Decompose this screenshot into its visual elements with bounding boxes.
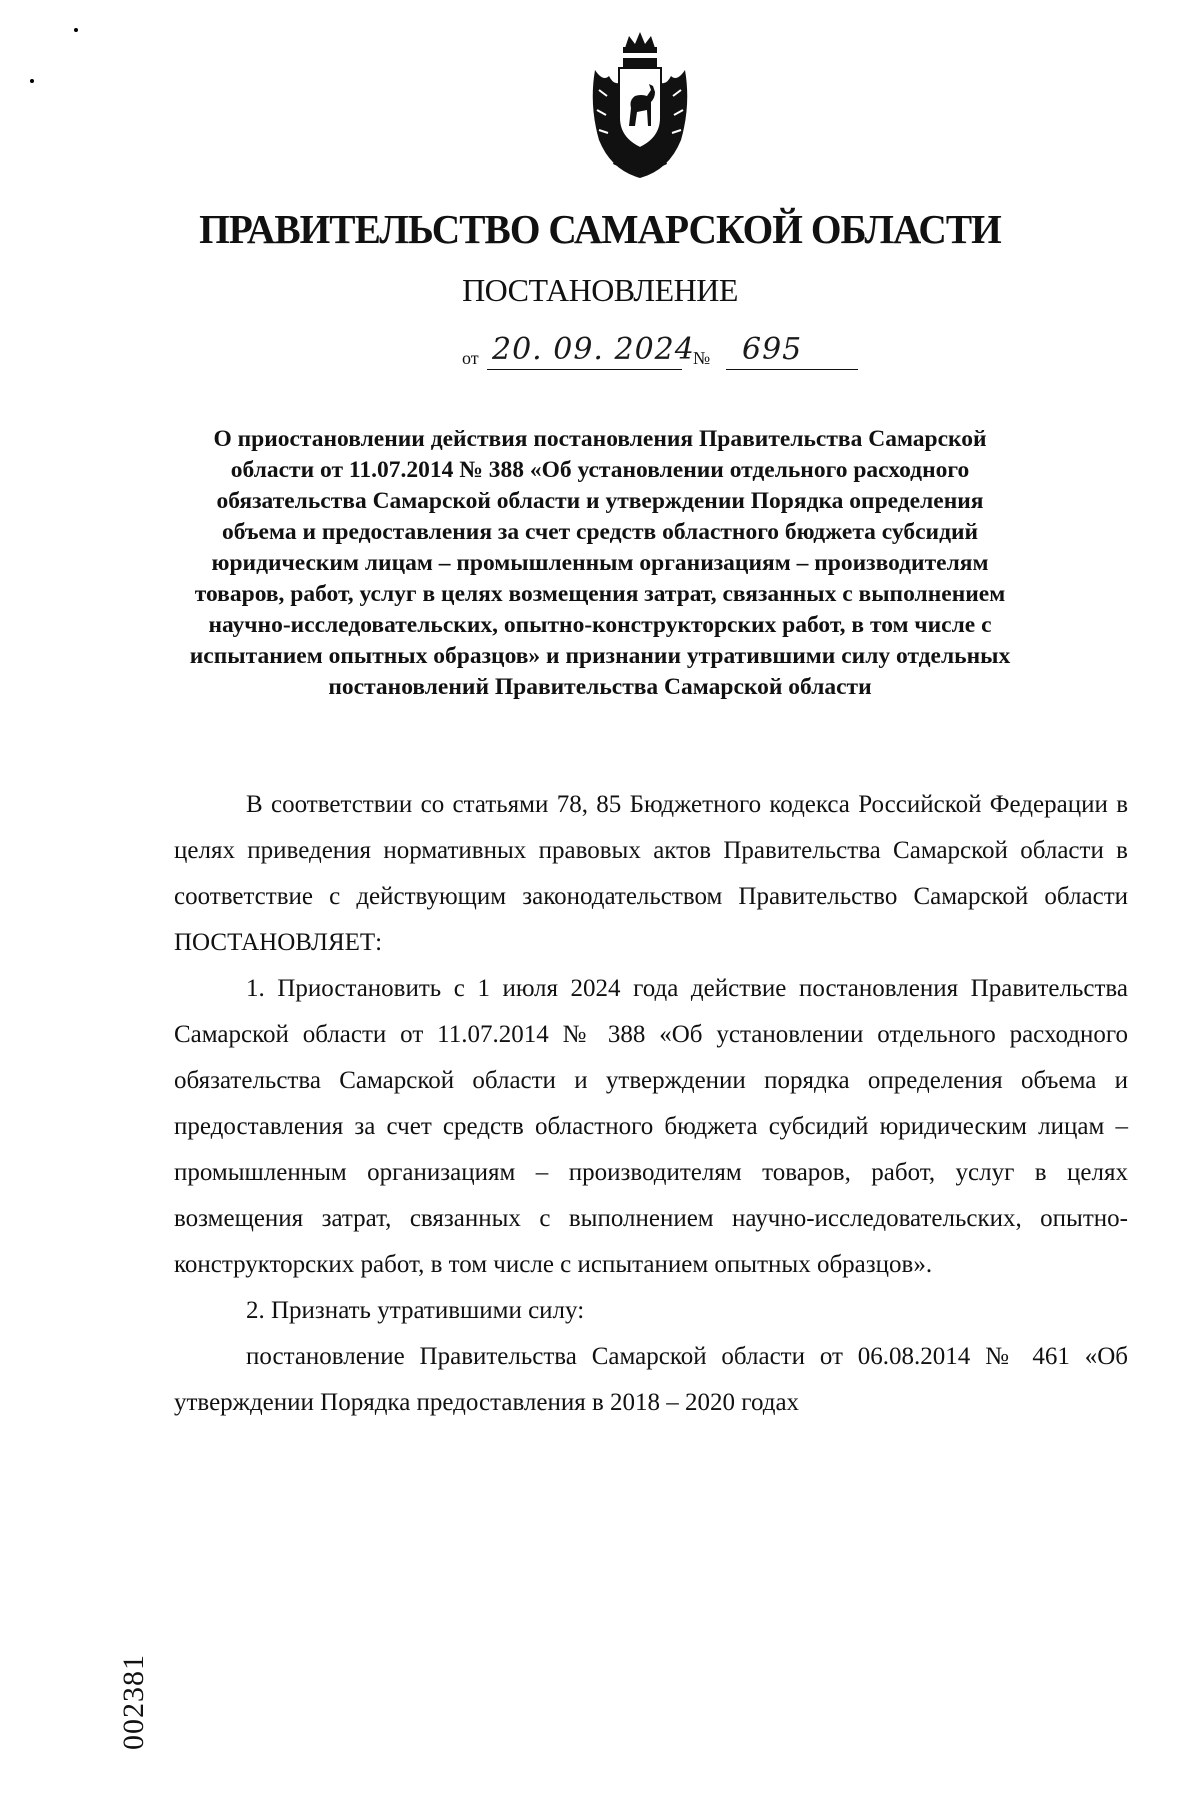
scan-speck [74,28,78,32]
scan-speck [30,79,34,83]
side-serial-number [114,1602,154,1802]
item-2-paragraph: 2. Признать утратившими силу: [246,1297,585,1324]
item-2-sub-paragraph: постановление Правительства Самарской области от 06.08.2014 № 461 «Об утверждении Порядка предоставления в 2018 – 2020 годах [174,1343,1128,1416]
side-serial-text: 002381 [117,1654,150,1750]
document-body [174,782,1128,1426]
document-subject: О приостановлении действия постановления Правительства Самарской области от 11.07.2014 № 388 «Об установлении отдельного расходного обязательства Самарской области и утверждении Порядка определения объема и предоставления за счет средств областного бюджета субсидий юридическим лицам – промышленным организациям – производителям товаров, работ, услуг в целях возмещения затрат, связанных с выполнением научно-исследовательских, опытно-конструкторских работ, в том числе с испытанием опытных образцов» и признании утратившими силу отдельных постановлений Правительства Самарской области [189,426,1011,700]
date-prefix: от [462,348,479,368]
preamble-paragraph: В соответствии со статьями 78, 85 Бюджетного кодекса Российской Федерации в целях приведения нормативных правовых актов Правительства Самарской области в соответствие с действующим законодательством Правительство Самарской области ПОСТАНОВЛЯЕТ: [174,791,1128,956]
document-date: 20. 09. 2024 [492,332,695,367]
document-type: ПОСТАНОВЛЕНИЕ [462,272,738,308]
document-number: 695 [742,332,803,367]
date-underline [487,369,682,370]
number-sign: № [693,348,711,368]
coat-of-arms-icon [585,30,695,185]
number-underline [726,369,858,370]
date-number-line [462,332,862,372]
item-1-paragraph: 1. Приостановить с 1 июля 2024 года действие постановления Правительства Самарской области от 11.07.2014 № 388 «Об установлении отдельного расходного обязательства Самарской области и утверждении порядка определения объема и предоставления за счет средств областного бюджета субсидий юридическим лицам – промышленным организациям – производителям товаров, работ, услуг в целях возмещения затрат, связанных с выполнением научно-исследовательских, опытно-конструкторских работ, в том числе с испытанием опытных образцов». [174,975,1128,1278]
government-title: ПРАВИТЕЛЬСТВО САМАРСКОЙ ОБЛАСТИ [199,206,1001,252]
